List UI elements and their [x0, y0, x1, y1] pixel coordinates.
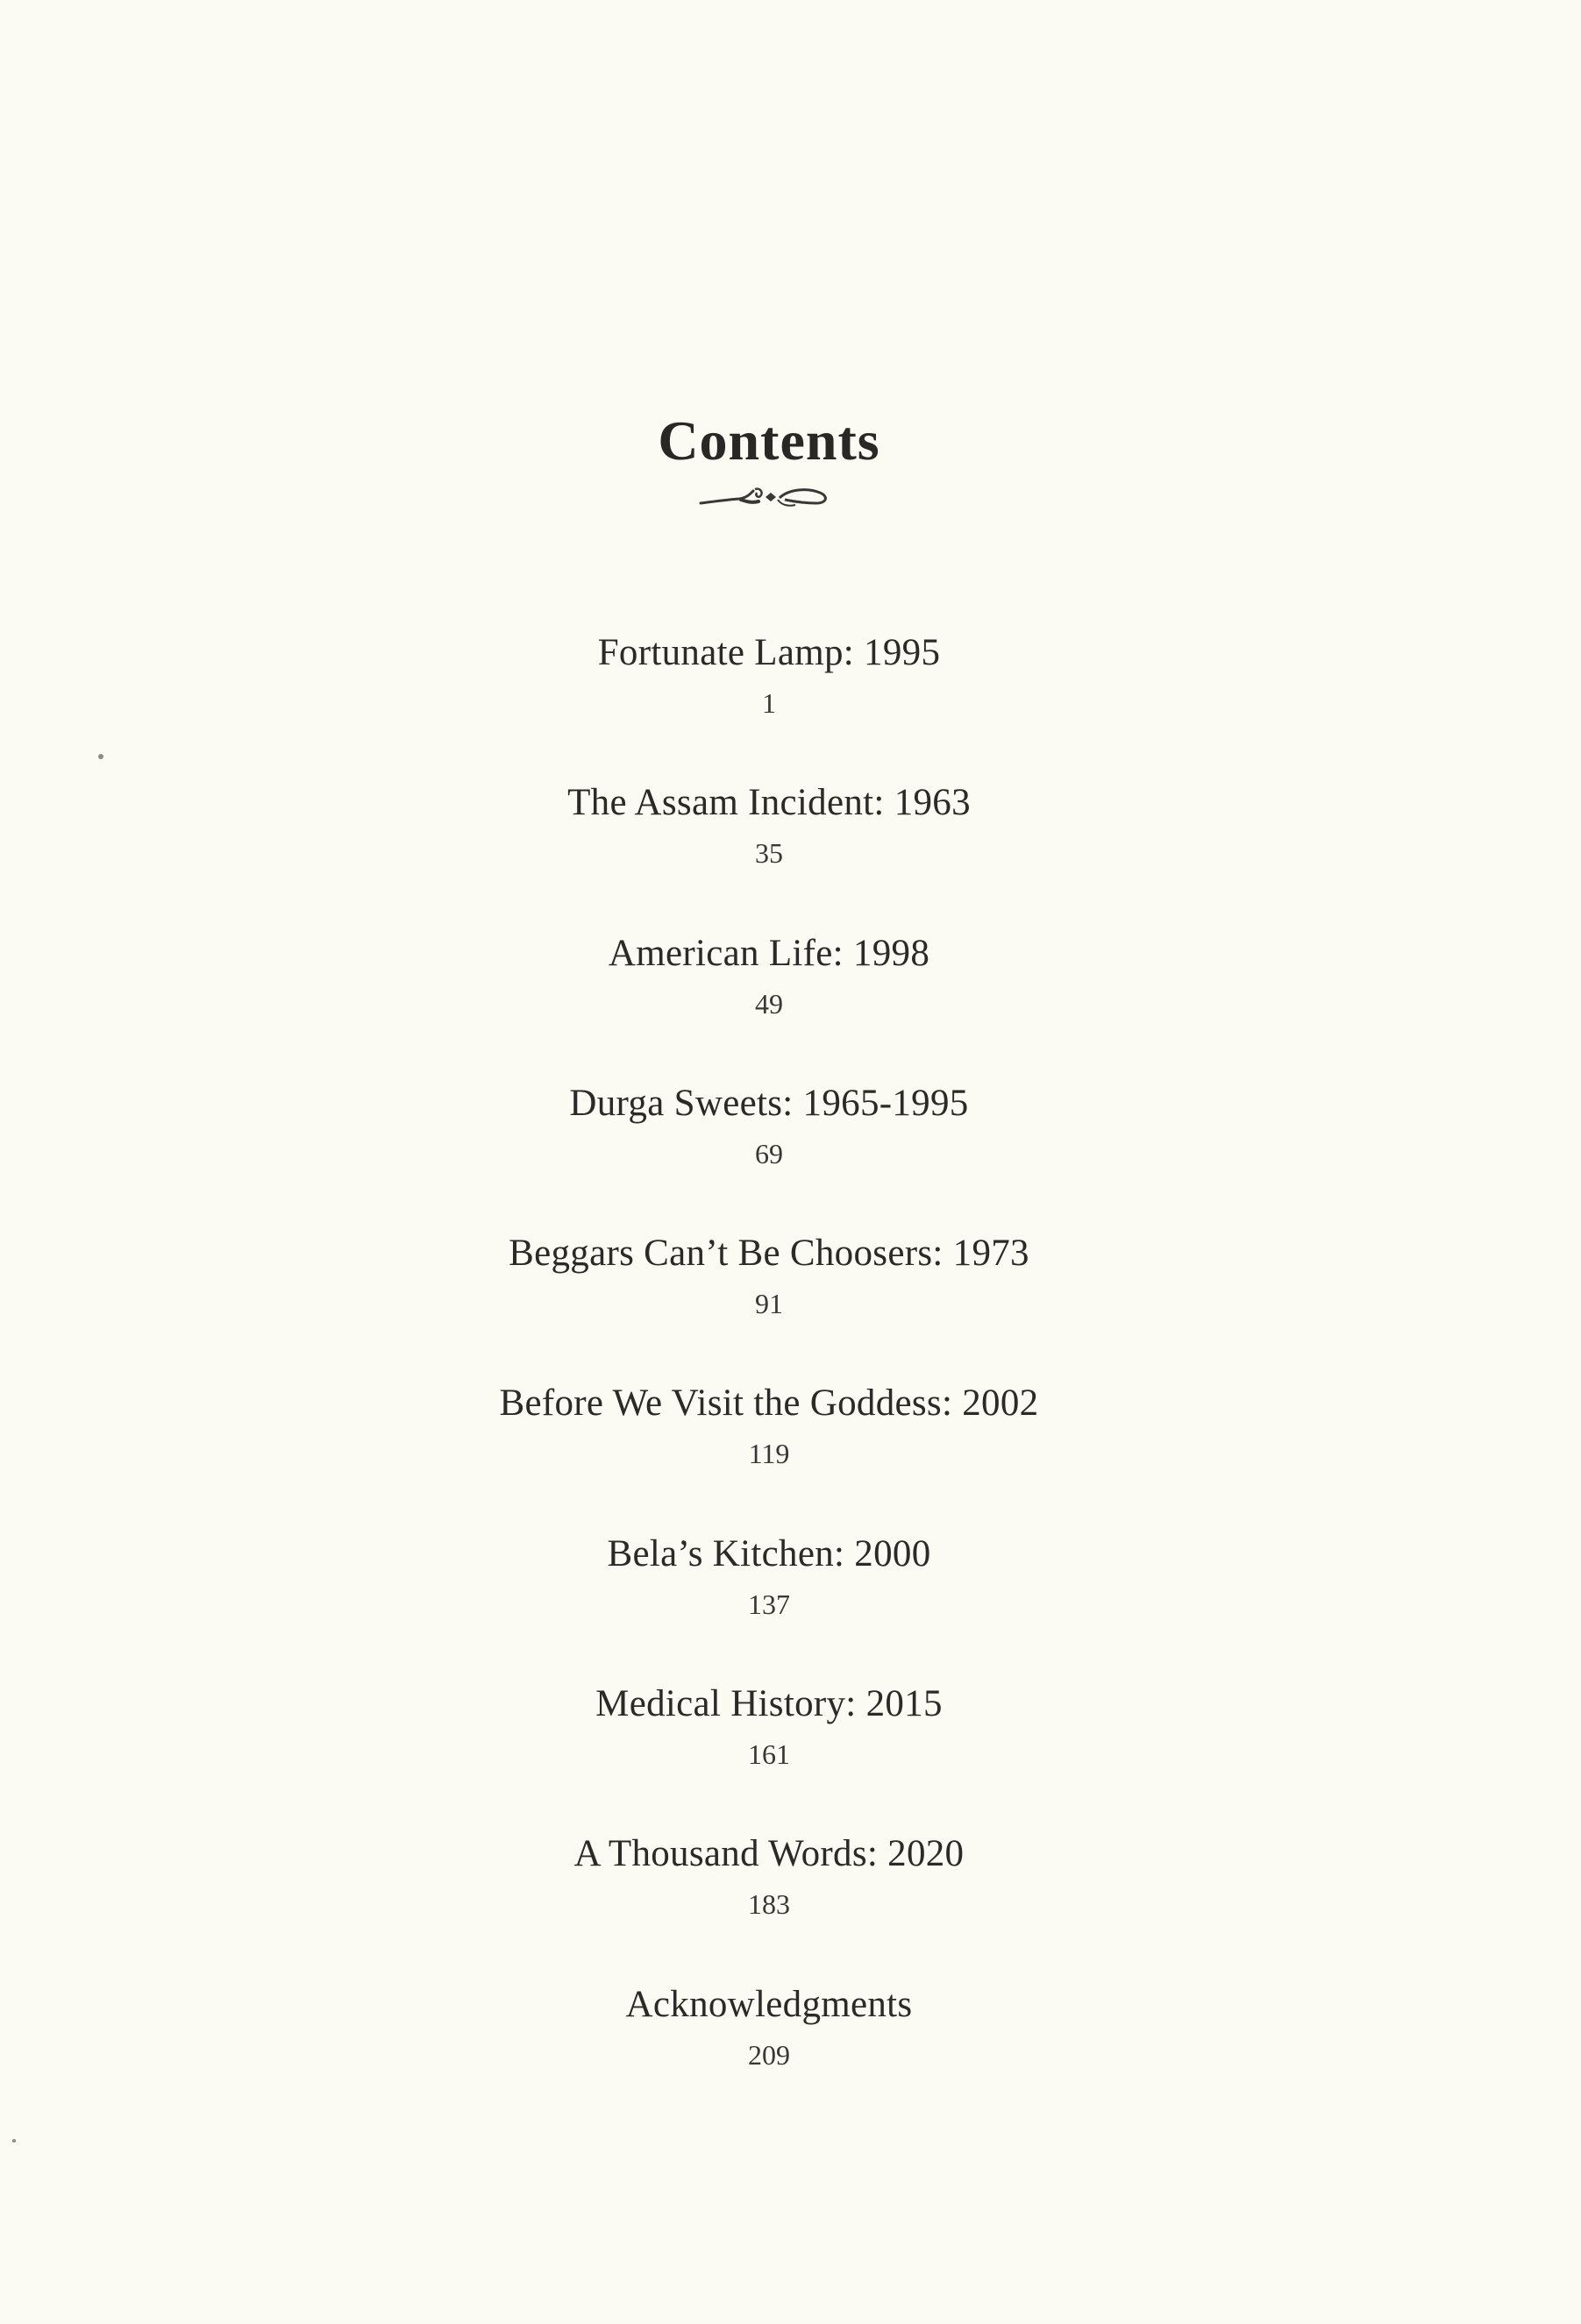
page-number: 137	[748, 1588, 790, 1620]
page-number: 69	[755, 1137, 783, 1169]
chapter-title: Bela’s Kitchen: 2000	[607, 1532, 931, 1574]
paper-speck	[98, 754, 103, 759]
toc-entry[interactable]	[0, 1380, 1538, 1530]
chapter-title: Acknowledgments	[625, 1983, 913, 2025]
page-number: 35	[755, 837, 783, 870]
page-number: 209	[748, 2038, 790, 2071]
chapter-title: Durga Sweets: 1965-1995	[569, 1082, 969, 1124]
toc-entry[interactable]	[0, 1830, 1538, 1980]
toc-entry[interactable]	[0, 1230, 1538, 1380]
chapter-title: The Assam Incident: 1963	[567, 782, 971, 824]
toc-entry[interactable]	[0, 930, 1538, 1080]
page-title: Contents	[658, 409, 880, 472]
flourish-ornament-icon	[697, 482, 837, 512]
page-number: 1	[762, 687, 776, 719]
chapter-title: A Thousand Words: 2020	[573, 1833, 965, 1875]
toc-entry[interactable]	[0, 1080, 1538, 1230]
page-number: 161	[748, 1738, 790, 1771]
page-number: 183	[748, 1888, 790, 1921]
chapter-title: American Life: 1998	[608, 932, 930, 974]
toc-entry[interactable]	[0, 1981, 1538, 2131]
toc-entry[interactable]	[0, 1531, 1538, 1681]
toc-entry[interactable]	[0, 1681, 1538, 1830]
chapter-title: Fortunate Lamp: 1995	[597, 632, 941, 673]
chapter-title: Before We Visit the Goddess: 2002	[499, 1382, 1039, 1425]
chapter-title: Beggars Can’t Be Choosers: 1973	[509, 1233, 1029, 1275]
chapter-title: Medical History: 2015	[595, 1683, 943, 1725]
page-number: 91	[755, 1288, 783, 1320]
paper-speck	[12, 2139, 16, 2143]
page-number: 49	[755, 987, 783, 1020]
table-of-contents	[0, 629, 1538, 2131]
toc-entry[interactable]	[0, 629, 1538, 779]
page-number: 119	[748, 1438, 790, 1470]
toc-entry[interactable]	[0, 779, 1538, 929]
